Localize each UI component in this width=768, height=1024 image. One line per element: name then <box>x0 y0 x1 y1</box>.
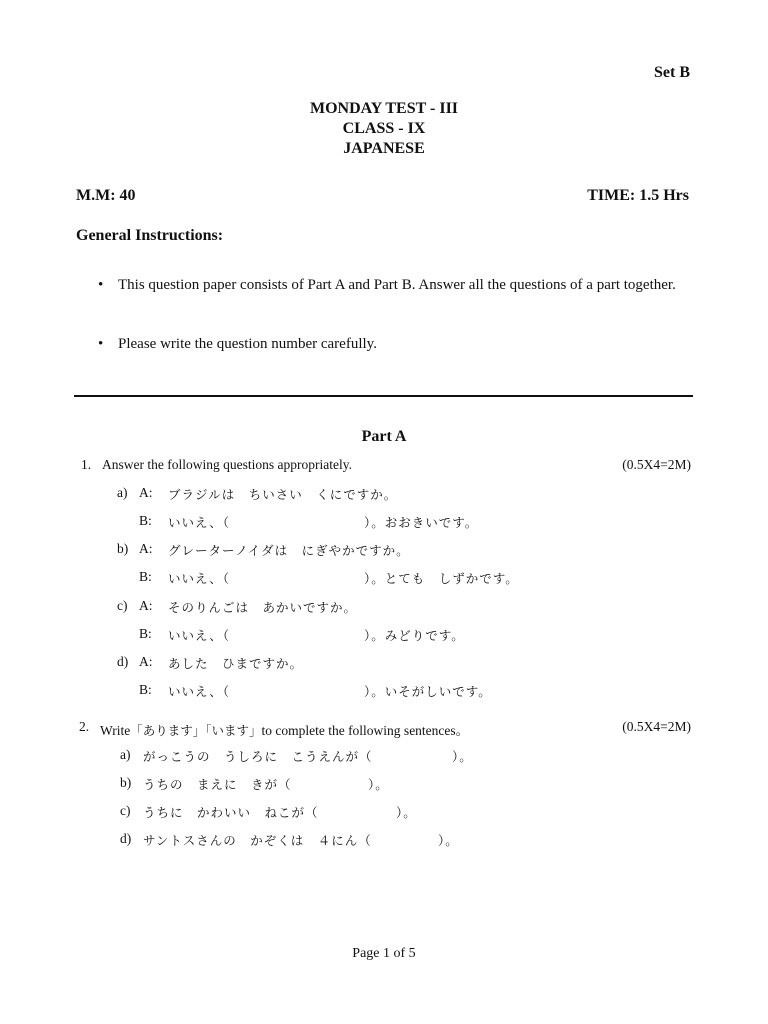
q1d-question: あした ひまですか。 <box>168 656 304 671</box>
title-line-1: MONDAY TEST - III <box>309 100 459 117</box>
page-number: Page 1 of 5 <box>352 946 416 961</box>
instruction-item <box>98 271 698 329</box>
q1a-question: ブラジルは ちいさい くにですか。 <box>168 487 398 502</box>
q2-text <box>100 719 469 739</box>
set-label: Set B <box>654 64 690 81</box>
q2d-label: d) <box>120 831 132 846</box>
q2c-text: うちに かわいい ねこが（ <box>143 805 319 820</box>
q1c-answer-end: ）。みどりです。 <box>364 628 465 643</box>
q2b-end: ）。 <box>368 777 389 792</box>
q1c-label: c) <box>117 598 128 613</box>
q1d-answer-start: いいえ、（ <box>168 684 231 699</box>
q1-marks: (0.5X4=2M) <box>622 457 691 472</box>
q2-text-before: Write <box>100 723 131 738</box>
q2d-end: ）。 <box>438 833 459 848</box>
q2-number: 2. <box>79 719 90 734</box>
q1c-answer-start: いいえ、（ <box>168 628 231 643</box>
q1b-answer-end: ）。とても しずかです。 <box>364 571 519 586</box>
q2c-label: c) <box>120 803 131 818</box>
q1c-question: そのりんごは あかいですか。 <box>168 600 358 615</box>
q1d-answer-end: ）。いそがしいです。 <box>364 684 492 699</box>
q2-text-jp: 「あります」「います」 <box>130 723 262 738</box>
q1b-speaker-a: A: <box>139 541 153 556</box>
q2-text-after: to complete the following sentences。 <box>261 723 470 738</box>
part-a-title: Part A <box>361 428 407 445</box>
bullet-icon: • <box>98 336 104 352</box>
instruction-text: This question paper consists of Part A and Part B. Answer all the questions of a part together. <box>118 277 676 293</box>
q2-marks: (0.5X4=2M) <box>622 719 691 734</box>
q2a-end: ）。 <box>452 749 473 764</box>
instruction-text: Please write the question number carefully. <box>118 336 377 352</box>
q1d-speaker-a: A: <box>139 654 153 669</box>
q2b-text: うちの まえに きが（ <box>143 777 292 792</box>
title-line-2: CLASS - IX <box>342 120 426 137</box>
section-divider <box>74 395 693 397</box>
bullet-icon: • <box>98 277 104 293</box>
title-line-3: JAPANESE <box>343 140 425 157</box>
q2a-text: がっこうの うしろに こうえんが（ <box>143 749 373 764</box>
q1-number: 1. <box>81 457 92 472</box>
q2a-label: a) <box>120 747 131 762</box>
q1c-speaker-a: A: <box>139 598 153 613</box>
q2d-text: サントスさんの かぞくは ４にん（ <box>143 833 372 848</box>
time-allowed: TIME: 1.5 Hrs <box>587 187 689 204</box>
q1a-speaker-b: B: <box>139 513 152 528</box>
q1b-answer-start: いいえ、（ <box>168 571 231 586</box>
q1c-speaker-b: B: <box>139 626 152 641</box>
q1a-speaker-a: A: <box>139 485 153 500</box>
q2c-end: ）。 <box>396 805 417 820</box>
max-marks: M.M: 40 <box>76 187 136 204</box>
q1-text: Answer the following questions appropriately. <box>102 457 352 472</box>
q2b-label: b) <box>120 775 132 790</box>
q1a-answer-start: いいえ、（ <box>168 515 231 530</box>
instruction-item <box>98 330 698 359</box>
q1d-label: d) <box>117 654 129 669</box>
q1b-question: グレーターノイダは にぎやかですか。 <box>168 543 410 558</box>
q1b-speaker-b: B: <box>139 569 152 584</box>
q1d-speaker-b: B: <box>139 682 152 697</box>
q1b-label: b) <box>117 541 129 556</box>
instructions-heading: General Instructions: <box>76 227 224 244</box>
q1a-answer-end: ）。おおきいです。 <box>364 515 479 530</box>
q1a-label: a) <box>117 485 128 500</box>
